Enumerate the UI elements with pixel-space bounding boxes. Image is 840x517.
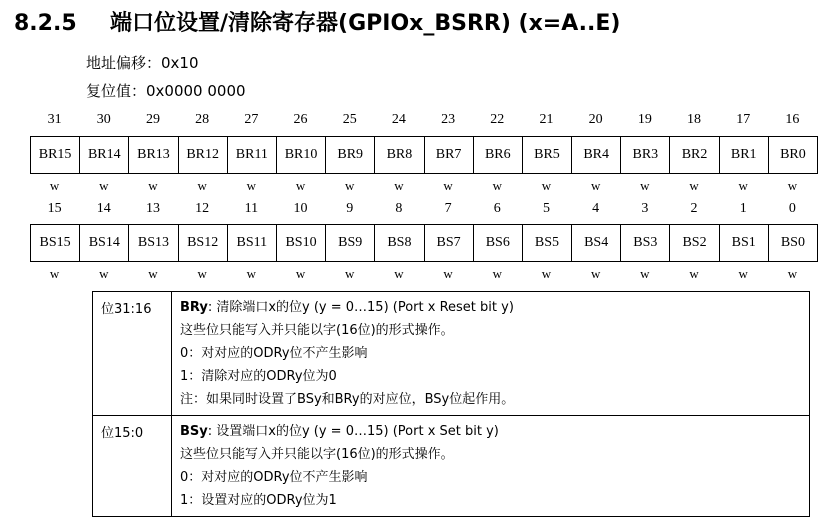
register-field: BR11 xyxy=(228,137,277,173)
section-heading xyxy=(14,6,620,37)
register-field: BR10 xyxy=(277,137,326,173)
access-type: w xyxy=(345,266,355,281)
access-type: w xyxy=(492,266,502,281)
register-field: BS3 xyxy=(621,225,670,261)
register-field: BR15 xyxy=(31,137,80,173)
register-field: BS12 xyxy=(179,225,228,261)
lower-bit-numbers xyxy=(30,201,817,217)
access-type: w xyxy=(787,178,798,193)
access-type: w xyxy=(148,178,158,193)
bit-range: 位31:16 xyxy=(93,292,172,416)
access-type: w xyxy=(590,178,601,193)
access-type: w xyxy=(492,178,502,193)
description-line: 这些位只能写入并只能以字(16位)的形式操作。 xyxy=(180,447,454,462)
bit-number: 10 xyxy=(293,201,308,216)
register-field: BS15 xyxy=(31,225,80,261)
access-type: w xyxy=(443,178,453,193)
access-type: w xyxy=(197,178,207,193)
field-summary: : 设置端口x的位y (y = 0…15) (Port x Set bit y) xyxy=(207,424,499,439)
access-type: w xyxy=(246,266,257,281)
description-line: 这些位只能写入并只能以字(16位)的形式操作。 xyxy=(180,323,454,338)
register-field: BS11 xyxy=(228,225,277,261)
access-type: w xyxy=(295,266,306,281)
register-field: BS6 xyxy=(474,225,523,261)
bit-number: 18 xyxy=(687,112,702,127)
register-field: BR12 xyxy=(179,137,228,173)
field-summary: : 清除端口x的位y (y = 0…15) (Port x Reset bit y) xyxy=(207,300,514,315)
bit-number: 23 xyxy=(441,112,456,127)
access-type: w xyxy=(197,266,207,281)
bit-number: 0 xyxy=(788,201,796,216)
access-type: w xyxy=(49,178,60,193)
bit-range: 位15:0 xyxy=(93,416,172,517)
access-type: w xyxy=(99,178,109,193)
lower-field-row xyxy=(30,224,818,262)
bit-number: 8 xyxy=(395,201,403,216)
upper-access-row xyxy=(30,178,817,194)
register-field: BS8 xyxy=(375,225,424,261)
register-field: BR3 xyxy=(621,137,670,173)
register-field: BR2 xyxy=(670,137,719,173)
register-field: BR9 xyxy=(326,137,375,173)
description-headline xyxy=(180,420,801,443)
field-name: BSy xyxy=(180,424,208,439)
bit-number: 31 xyxy=(47,112,62,127)
access-type: w xyxy=(689,266,699,281)
register-field: BR5 xyxy=(523,137,572,173)
access-type: w xyxy=(49,266,60,281)
bit-number: 13 xyxy=(145,201,160,216)
description-line: 1：清除对应的ODRy位为0 xyxy=(180,369,337,384)
table-row xyxy=(93,292,810,416)
bit-number: 6 xyxy=(493,201,501,216)
register-field: BR1 xyxy=(720,137,769,173)
bit-number: 4 xyxy=(592,201,600,216)
access-type: w xyxy=(640,178,650,193)
register-field: BS14 xyxy=(80,225,129,261)
field-name: BRy xyxy=(180,300,208,315)
register-field: BS13 xyxy=(129,225,178,261)
field-description xyxy=(172,292,810,416)
register-field: BR13 xyxy=(129,137,178,173)
access-type: w xyxy=(738,266,748,281)
register-field: BS0 xyxy=(769,225,818,261)
bit-number: 5 xyxy=(542,201,550,216)
bit-number: 1 xyxy=(739,201,747,216)
bit-number: 27 xyxy=(244,112,259,127)
register-field: BS4 xyxy=(572,225,621,261)
description-line: 1：设置对应的ODRy位为1 xyxy=(180,493,337,508)
bit-number: 11 xyxy=(244,201,259,216)
bit-number: 22 xyxy=(490,112,505,127)
table-row xyxy=(93,416,810,517)
bit-number: 19 xyxy=(637,112,652,127)
register-field: BS9 xyxy=(326,225,375,261)
bit-number: 14 xyxy=(96,201,111,216)
register-field: BS1 xyxy=(720,225,769,261)
bit-number: 3 xyxy=(641,201,649,216)
field-description xyxy=(172,416,810,517)
field-description-table xyxy=(92,291,810,517)
bit-number: 26 xyxy=(293,112,308,127)
access-type: w xyxy=(787,266,798,281)
bit-number: 29 xyxy=(145,112,160,127)
address-offset: 地址偏移：0x10 xyxy=(86,54,199,72)
access-type: w xyxy=(394,266,404,281)
section-title: 端口位设置/清除寄存器(GPIOx_BSRR) (x=A..E) xyxy=(110,11,621,36)
description-note: 注：如果同时设置了BSy和BRy的对应位，BSy位起作用。 xyxy=(180,392,515,407)
access-type: w xyxy=(738,178,748,193)
access-type: w xyxy=(246,178,257,193)
reset-value: 复位值：0x0000 0000 xyxy=(86,82,246,100)
register-field: BS2 xyxy=(670,225,719,261)
access-type: w xyxy=(541,178,552,193)
access-type: w xyxy=(345,178,355,193)
register-field: BR4 xyxy=(572,137,621,173)
register-field: BS5 xyxy=(523,225,572,261)
bit-number: 12 xyxy=(195,201,210,216)
register-field: BR14 xyxy=(80,137,129,173)
description-line: 0：对对应的ODRy位不产生影响 xyxy=(180,470,368,485)
access-type: w xyxy=(443,266,453,281)
bit-number: 25 xyxy=(342,112,357,127)
upper-bit-numbers xyxy=(30,112,817,128)
bit-number: 16 xyxy=(785,112,800,127)
access-type: w xyxy=(590,266,601,281)
access-type: w xyxy=(99,266,109,281)
bit-number: 24 xyxy=(391,112,406,127)
access-type: w xyxy=(295,178,306,193)
upper-field-row xyxy=(30,136,818,174)
access-type: w xyxy=(394,178,404,193)
bit-number: 21 xyxy=(539,112,554,127)
bit-number: 28 xyxy=(195,112,210,127)
register-field: BR6 xyxy=(474,137,523,173)
register-field: BS10 xyxy=(277,225,326,261)
register-field: BS7 xyxy=(425,225,474,261)
bit-number: 2 xyxy=(690,201,698,216)
bit-number: 9 xyxy=(346,201,354,216)
bit-number: 15 xyxy=(47,201,62,216)
bit-number: 20 xyxy=(588,112,603,127)
access-type: w xyxy=(689,178,699,193)
register-field: BR7 xyxy=(425,137,474,173)
description-line: 0：对对应的ODRy位不产生影响 xyxy=(180,346,368,361)
bit-number: 17 xyxy=(736,112,751,127)
lower-access-row xyxy=(30,266,817,282)
bit-number: 7 xyxy=(444,201,452,216)
section-number: 8.2.5 xyxy=(14,11,77,36)
register-field: BR0 xyxy=(769,137,818,173)
bit-number: 30 xyxy=(96,112,111,127)
access-type: w xyxy=(640,266,650,281)
access-type: w xyxy=(148,266,158,281)
access-type: w xyxy=(541,266,552,281)
register-field: BR8 xyxy=(375,137,424,173)
description-headline xyxy=(180,296,801,319)
